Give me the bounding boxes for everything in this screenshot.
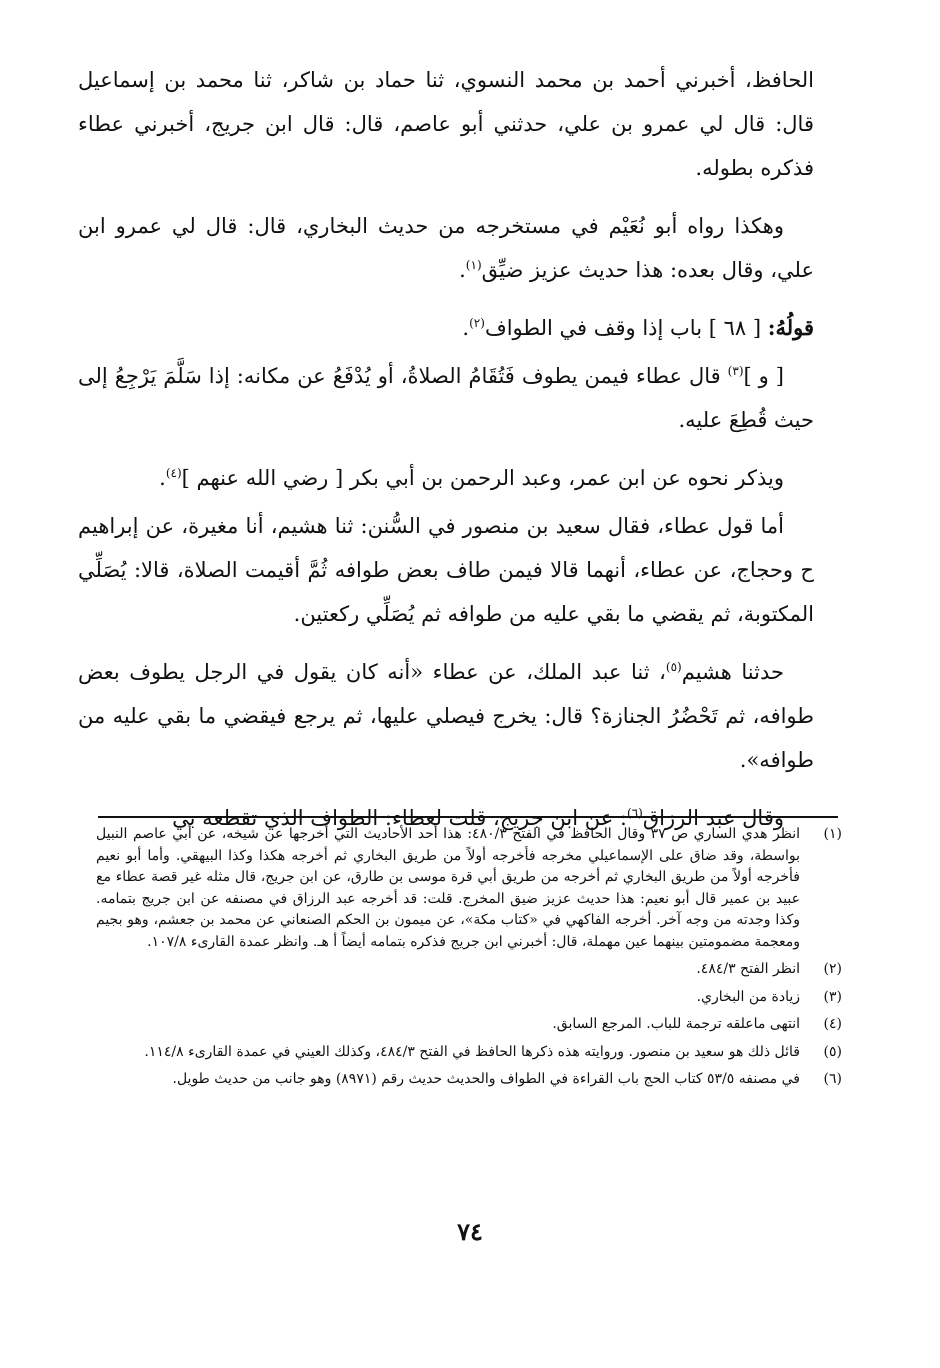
page-number: ٧٤ [457, 1217, 483, 1246]
footnote-number: (٦) [823, 1071, 842, 1087]
heading-end: . [462, 316, 470, 340]
paragraph-5 [78, 456, 814, 500]
footnote-1 [96, 824, 842, 953]
paragraph-8-start: وقال عبد الرزاق [642, 806, 784, 830]
footnote-text: زيادة من البخاري. [696, 988, 800, 1005]
footnote-2 [96, 959, 842, 981]
footnote-3 [96, 987, 842, 1009]
chapter-heading [78, 306, 814, 350]
footnote-number: (٤) [823, 1016, 842, 1032]
footnote-number: (١) [823, 826, 842, 842]
paragraph-6: أما قول عطاء، فقال سعيد بن منصور في السُّنن: ثنا هشيم، أنا مغيرة، عن إبراهيم ح وحجاج، عن عطاء، أنهما قالا فيمن طاف بعض طوافه ثُمَّ أقيمت الصلاة، قالا: يُصَلِّي المكتوبة، ثم يقضي ما بقي عليه من طوافه ثم يُصَلِّي ركعتين. [78, 514, 814, 626]
footnote-text: في مصنفه ٥٣/٥ كتاب الحج باب القراءة في الطواف والحديث حديث رقم (٨٩٧١) وهو جانب من حديث طويل. [172, 1071, 800, 1087]
footnote-text: انظر الفتح ٤٨٤/٣. [696, 961, 800, 977]
paragraph-5-end: . [159, 466, 166, 490]
paragraph-4-text: قال عطاء فيمن يطوف فَتُقَامُ الصلاةُ، أو يُدْفَعُ عن مكانه: إذا سَلَّمَ يَرْجِعُ إلى حيث قُطِعَ عليه. [78, 364, 814, 432]
paragraph-2 [78, 204, 814, 292]
main-text [78, 58, 814, 854]
footnote-text: انتهى ماعلقه ترجمة للباب. المرجع السابق. [552, 1016, 800, 1032]
footnote-divider [98, 816, 838, 818]
paragraph-5-text: ويذكر نحوه عن ابن عمر، وعبد الرحمن بن أبي بكر [ رضي الله عنهم ] [181, 466, 784, 490]
heading-label: قولُهُ: [767, 315, 814, 340]
footnote-ref-4: (٤) [165, 466, 182, 480]
paragraph-1: الحافظ، أخبرني أحمد بن محمد النسوي، ثنا حماد بن شاكر، ثنا محمد بن إسماعيل قال: قال لي عمرو بن علي، حدثني أبو عاصم، قال: قال ابن جريج، أخبرني عطاء فذكره بطوله. [78, 68, 814, 180]
paragraph-7-start: حدثنا هشيم [681, 660, 784, 684]
footnotes [96, 824, 842, 1097]
footnote-ref-6: (٦) [627, 806, 643, 820]
heading-text: [ ٦٨ ] باب إذا وقف في الطواف [484, 316, 768, 340]
paragraph-8-text: : عن ابن جريج، قلت لعطاء: الطواف الذي تقطعه بي [172, 806, 627, 830]
footnote-number: (٢) [823, 961, 842, 977]
paragraph-7 [78, 650, 814, 782]
footnote-ref-2: (٢) [469, 316, 485, 330]
footnote-6 [96, 1069, 842, 1091]
footnote-ref-5: (٥) [665, 660, 682, 674]
footnote-number: (٥) [823, 1043, 842, 1060]
paragraph-2-text: وهكذا رواه أبو نُعَيْم في مستخرجه من حديث البخاري، قال: قال لي عمرو ابن علي، وقال بعده: هذا حديث عزيز ضيِّق [78, 214, 814, 282]
footnote-text: قائل ذلك هو سعيد بن منصور. وروايته هذه ذكرها الحافظ في الفتح ٤٨٤/٣، وكذلك العيني في عمدة القارىء ١١٤/٨. [144, 1043, 800, 1060]
footnote-5 [96, 1042, 842, 1064]
footnote-4 [96, 1014, 842, 1036]
footnote-ref-3: (٣) [727, 364, 744, 378]
footnote-text: انظر هدي الساري ص ٣٧ وقال الحافظ في الفتح ٤٨٠/٣: هذا أحد الأحاديث التي أخرجها عن شيخه، عن أبي عاصم النبيل بواسطة، وقد ضاق على الإسماعيلي مخرجه فأخرجه أولاً من طريق البخاري ثم أخرجه هكذا وكذا البيهقي. وأما أبو نعيم فأخرجه أولاً من طريق البخاري ثم أخرجه من طريق أبي قرة موسى بن طارق، عن ابن جريج، قال مثله غير قصة عطاء مع عبيد بن عمير قال أبو نعيم: هذا حديث عزيز ضيق المخرج. قلت: قد أخرجه عبد الرزاق في مصنفه عن ابن جريج بتمامه. وكذا وجدته من وجه آخر. أخرجه الفاكهي في «كتاب مكة»، عن ميمون بن الحكم الصنعاني عن محمد بن جعشم، وهو بجيم ومعجمة مضمومتين بينهما عين مهملة، قال: أخبرني ابن جريج فذكره بتمامه أيضاً أ هـ. وانظر عمدة القارىء ١٠٧/٨. [96, 826, 800, 950]
paragraph-7-text: ، ثنا عبد الملك، عن عطاء «أنه كان يقول في الرجل يطوف بعض طوافه، ثم تَحْضُرُ الجنازة؟ قال: يخرج فيصلي عليها، ثم يرجع فيقضي ما بقي عليه من طوافه». [78, 660, 814, 772]
paragraph-4 [78, 354, 814, 442]
footnote-number: (٣) [823, 988, 842, 1005]
footnote-ref-1: (١) [465, 258, 482, 272]
paragraph-2-end: . [459, 258, 466, 282]
paragraph-4-start: [ و ] [743, 364, 784, 388]
